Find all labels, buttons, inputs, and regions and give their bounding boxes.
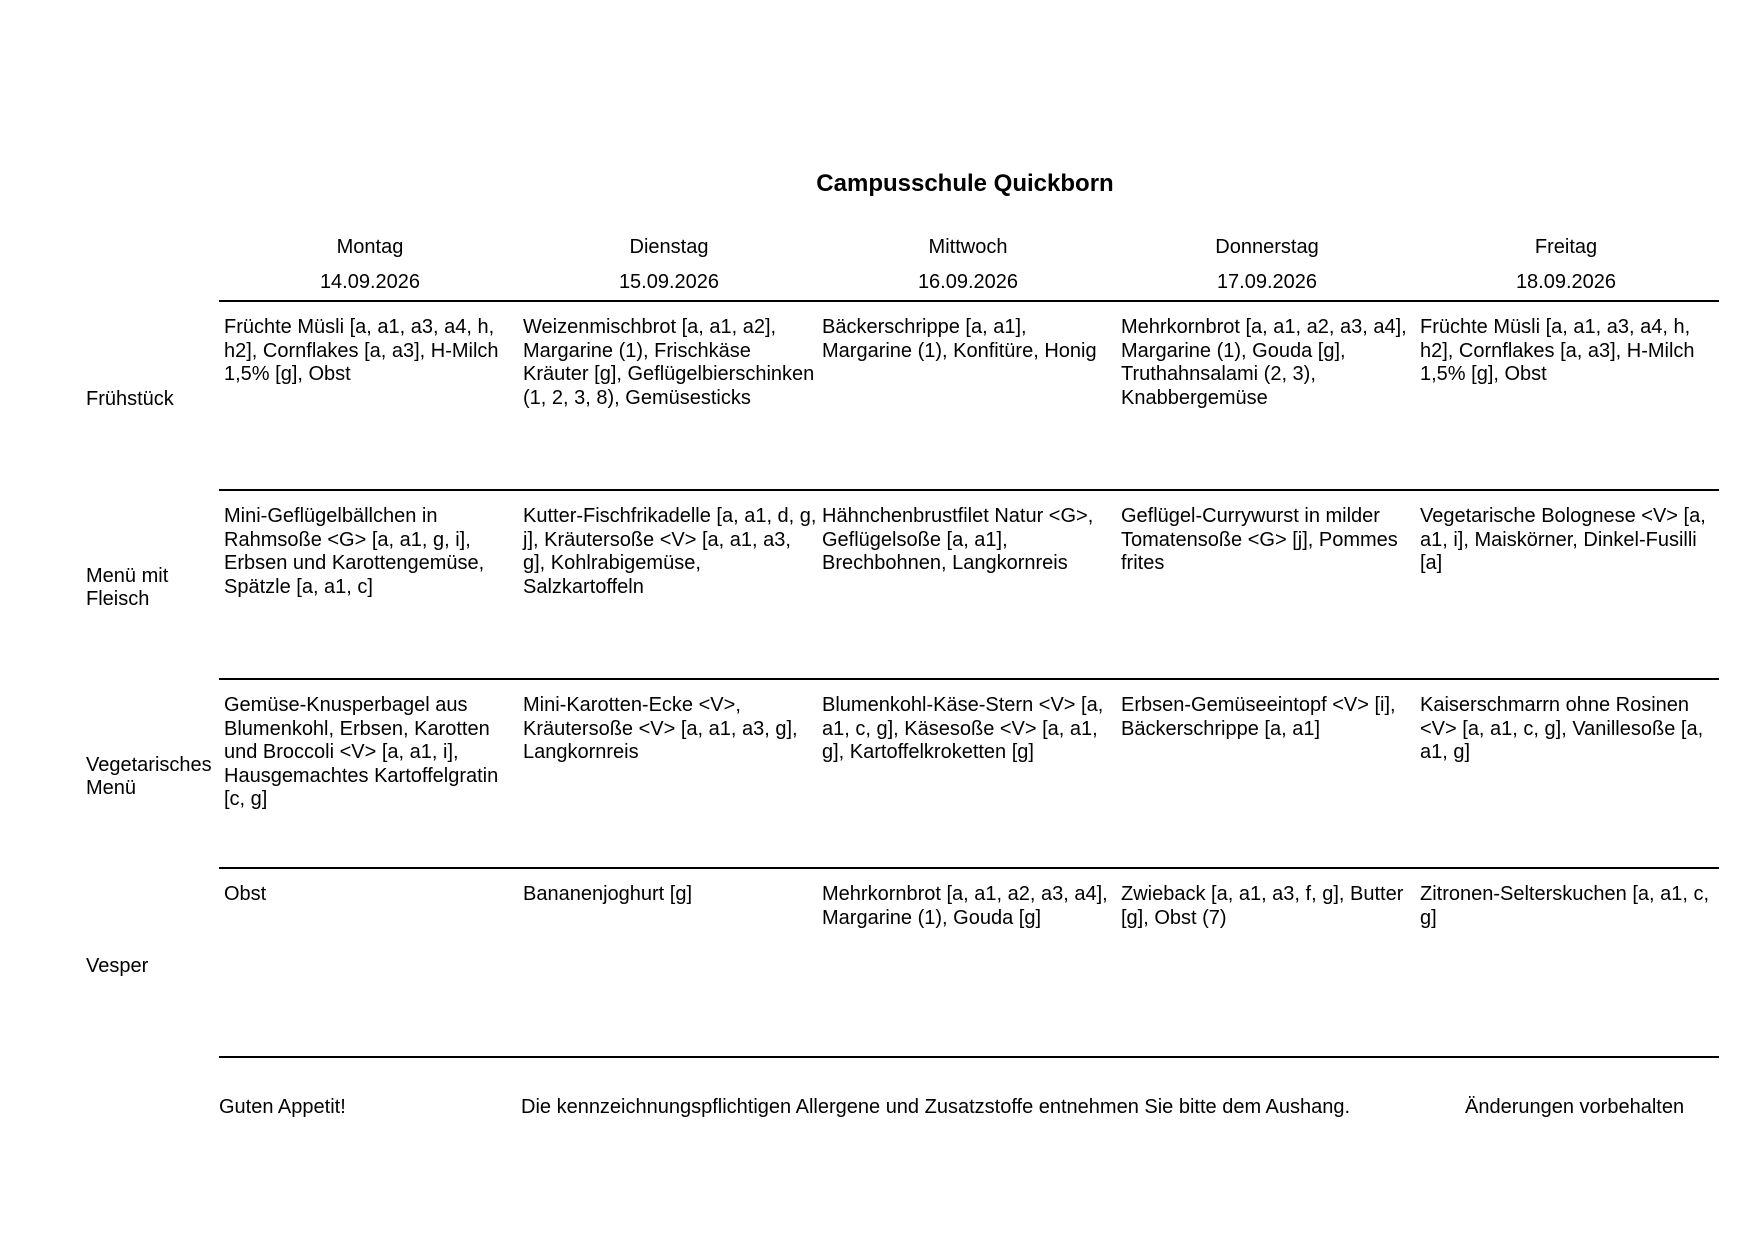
row-divider	[219, 867, 1719, 869]
menu-cell: Gemüse-Knusperbagel aus Blumenkohl, Erbsen, Karotten und Broccoli <V> [a, a1, i], Hausgemachtes Kartoffelgratin [c, g]	[224, 694, 499, 810]
footer-allergen-note: Die kennzeichnungspflichtigen Allergene und Zusatzstoffe entnehmen Sie bitte dem Aushang.	[521, 1096, 1351, 1118]
day-header-montag	[220, 230, 520, 300]
day-date: 18.09.2026	[1515, 271, 1617, 293]
menu-cell: Kutter-Fischfrikadelle [a, a1, d, g, j], Kräutersoße <V> [a, a1, a3, g], Kohlrabigemüse, Salzkartoffeln	[523, 505, 817, 598]
day-date: 15.09.2026	[618, 271, 720, 293]
menu-cell: Mini-Geflügelbällchen in Rahmsoße <G> [a, a1, g, i], Erbsen und Karottengemüse, Spätzle [a, a1, c]	[224, 505, 485, 598]
menu-cell: Geflügel-Currywurst in milder Tomatensoße <G> [j], Pommes frites	[1121, 505, 1398, 574]
row-divider	[219, 1056, 1719, 1058]
day-name: Donnerstag	[1215, 236, 1319, 258]
row-label-vegetarisches-menue: Vegetarisches Menü	[86, 754, 212, 799]
day-date: 17.09.2026	[1216, 271, 1318, 293]
menu-cell: Früchte Müsli [a, a1, a3, a4, h, h2], Cornflakes [a, a3], H-Milch 1,5% [g], Obst	[1420, 316, 1695, 385]
day-header-donnerstag	[1117, 230, 1417, 300]
day-date: 16.09.2026	[917, 271, 1019, 293]
row-divider	[219, 678, 1719, 680]
day-header-freitag	[1416, 230, 1716, 300]
menu-cell: Zwieback [a, a1, a3, f, g], Butter [g], Obst (7)	[1121, 883, 1404, 929]
menu-cell: Mehrkornbrot [a, a1, a2, a3, a4], Margarine (1), Gouda [g], Truthahnsalami (2, 3), Knabbergemüse	[1121, 316, 1407, 409]
row-divider	[219, 300, 1719, 302]
menu-cell: Erbsen-Gemüseeintopf <V> [i], Bäckerschrippe [a, a1]	[1121, 694, 1396, 740]
day-header-dienstag	[519, 230, 819, 300]
menu-cell: Zitronen-Selterskuchen [a, a1, c, g]	[1420, 883, 1710, 929]
menu-cell: Mini-Karotten-Ecke <V>, Kräutersoße <V> [a, a1, a3, g], Langkornreis	[523, 694, 798, 763]
menu-cell: Blumenkohl-Käse-Stern <V> [a, a1, c, g], Käsesoße <V> [a, a1, g], Kartoffelkroketten [g]	[822, 694, 1104, 763]
day-name: Dienstag	[629, 236, 709, 258]
footer-disclaimer: Änderungen vorbehalten	[1465, 1096, 1685, 1118]
day-date: 14.09.2026	[319, 271, 421, 293]
menu-cell: Hähnchenbrustfilet Natur <G>, Geflügelsoße [a, a1], Brechbohnen, Langkornreis	[822, 505, 1094, 574]
menu-cell: Weizenmischbrot [a, a1, a2], Margarine (1), Frischkäse Kräuter [g], Geflügelbierschinken (1, 2, 3, 8), Gemüsesticks	[523, 316, 815, 409]
menu-cell: Kaiserschmarrn ohne Rosinen <V> [a, a1, c, g], Vanillesoße [a, a1, g]	[1420, 694, 1704, 763]
page-title: Campusschule Quickborn	[816, 170, 1114, 197]
menu-cell: Bäckerschrippe [a, a1], Margarine (1), Konfitüre, Honig	[822, 316, 1097, 362]
row-label-fruehstueck: Frühstück	[86, 388, 174, 410]
day-name: Freitag	[1534, 236, 1598, 258]
menu-cell: Obst	[224, 883, 267, 905]
menu-cell: Vegetarische Bolognese <V> [a, a1, i], Maiskörner, Dinkel-Fusilli [a]	[1420, 505, 1706, 574]
day-name: Mittwoch	[928, 236, 1008, 258]
menu-cell: Bananenjoghurt [g]	[523, 883, 693, 905]
menu-cell: Früchte Müsli [a, a1, a3, a4, h, h2], Cornflakes [a, a3], H-Milch 1,5% [g], Obst	[224, 316, 499, 385]
row-divider	[219, 489, 1719, 491]
row-label-menue-mit-fleisch: Menü mit Fleisch	[86, 565, 169, 610]
menu-cell: Mehrkornbrot [a, a1, a2, a3, a4], Margarine (1), Gouda [g]	[822, 883, 1108, 929]
footer-greeting: Guten Appetit!	[219, 1096, 346, 1118]
row-label-vesper: Vesper	[86, 955, 149, 977]
day-name: Montag	[336, 236, 404, 258]
day-header-mittwoch	[818, 230, 1118, 300]
